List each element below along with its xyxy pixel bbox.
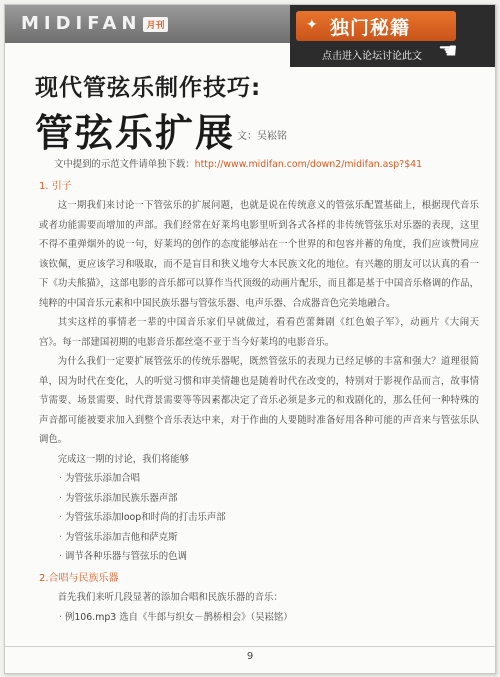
list-item: · 为管弦乐添加loop和时尚的打击乐声部 — [39, 508, 479, 528]
magazine-page — [4, 4, 496, 674]
section-heading-choir: 2.合唱与民族乐器 — [39, 572, 119, 584]
example-item: · 例106.mp3 选自《牛郎与织女－鹊桥相会》（吴崧铭） — [39, 608, 479, 628]
header-band — [5, 5, 290, 43]
dragon-emblem-icon: ✦ — [306, 17, 318, 33]
list-item: · 为管弦乐添加民族乐器声部 — [39, 489, 479, 509]
example-list — [39, 608, 479, 628]
logo-text: MIDIFAN — [21, 13, 142, 34]
paragraph: 其实这样的事情老一辈的中国音乐家们早就做过，看看芭蕾舞剧《红色娘子军》，动画片《大闹天宫》。每一部建国初期的电影音乐都丝毫不亚于当今好莱坞的电影音乐。 — [39, 317, 479, 348]
logo-badge: 月刊 — [143, 17, 167, 32]
forum-tag[interactable] — [290, 5, 495, 67]
list-item: · 为管弦乐添加合唱 — [39, 469, 479, 489]
paragraph: 为什么我们一定要扩展管弦乐的传统乐器呢，既然管弦乐的表现力已经足够的丰富和强大？道理很简单，因为时代在变化，人的听觉习惯和审美情趣也是随着时代在改变的，特别对于影视作品而言，故事情节需要、场景需要、时代背景需要等等因素都决定了音乐必须是多元的和戏剧化的，那么任何一种特殊的声音都可能被要求加入到整个音乐表达中来，对于作曲的人要随时准备好用各种可能的声音来与管弦乐队调色。 — [39, 356, 479, 445]
paragraph: 首先我们来听几段显著的添加合唱和民族乐器的音乐： — [57, 592, 283, 603]
article-title-line1: 现代管弦乐制作技巧: — [35, 75, 262, 101]
paragraph: 完成这一期的讨论，我们将能够 — [57, 453, 190, 465]
download-label: 文中提到的示范文件请单独下载： — [54, 159, 195, 170]
author-byline: 文：吴崧铭 — [237, 131, 287, 142]
article-title-line2: 管弦乐扩展 — [35, 111, 236, 155]
list-item: · 为管弦乐添加吉他和萨克斯 — [39, 528, 479, 548]
page-number: 9 — [5, 646, 495, 673]
article-body — [39, 155, 479, 627]
section-heading-intro: 1. 引子 — [39, 180, 72, 192]
pointing-hand-icon: ☚ — [438, 39, 458, 64]
list-item: · 调节各种乐器与管弦乐的色调 — [39, 547, 479, 567]
forum-tag-banner — [296, 11, 456, 41]
forum-discussion-link[interactable]: 点击进入论坛讨论此文 — [322, 51, 422, 62]
download-link[interactable]: http://www.midifan.com/down2/midifan.asp?$41 — [194, 159, 423, 170]
download-note — [39, 155, 479, 175]
paragraph: 这一期我们来讨论一下管弦乐的扩展问题，也就是说在传统意义的管弦乐配置基础上，根据现代音乐或者功能需要而增加的声部。我们经常在好莱坞电影里听到各式各样的非传统管弦乐对乐器的表现，这里不得不重弹烟外的说一句，好莱坞的创作的态度能够站在一个世界的和包容并蓄的角度，我们应该赞同应该钦佩，更应该学习和吸取，而不是盲目和狭义地夸大本民族文化的地位。有兴趣的朋友可以认真的看一下《功夫熊猫》，这部电影的音乐都可以算作当代顶级的动画片配乐，而且都是基于中国音乐格调的作品，纯粹的中国音乐元素和中国民族乐器与管弦乐器、电声乐器、合成器音色完美地融合。 — [39, 200, 479, 309]
goals-list — [39, 469, 479, 567]
midifan-logo — [21, 13, 168, 34]
forum-tag-title: 独门秘籍 — [330, 17, 411, 39]
